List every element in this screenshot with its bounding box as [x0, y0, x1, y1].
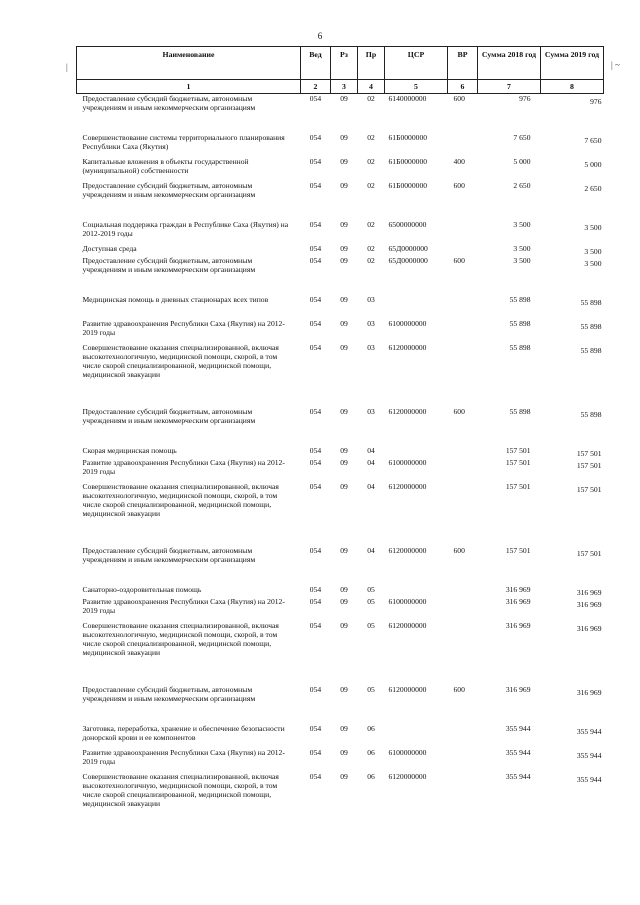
row-sum2019: 5 000 [584, 159, 602, 169]
row-sum2018: 157 501 [505, 481, 531, 491]
row-sum2018: 316 969 [505, 584, 531, 594]
table-row [77, 94, 604, 133]
table-row [77, 482, 604, 546]
row-name: Санаторно-оздоровительная помощь [82, 584, 202, 594]
row-vr [448, 597, 478, 621]
row-name: Доступная среда [82, 243, 137, 253]
table-row [77, 181, 604, 220]
row-pr: 06 [367, 747, 375, 757]
table-row [77, 446, 604, 458]
row-vr [448, 244, 478, 256]
row-pr: 03 [367, 294, 375, 304]
table-row [77, 546, 604, 585]
row-name: Социальная поддержка граждан в Республике Саха (Якутия) на 2012-2019 годы [82, 219, 289, 238]
table-row [77, 256, 604, 295]
row-name: Совершенствование оказания специализированной, включая высокотехнологичную, медицинской помощи, скорой, в том числе скорой специализированной, медицинской помощи, медицинской эвакуации [82, 481, 279, 518]
row-csr: 65Д0000000 [388, 255, 428, 265]
table-row [77, 621, 604, 685]
row-vr: 600 [453, 255, 465, 265]
row-rz: 09 [340, 457, 348, 467]
col-header-name: Наименование [77, 47, 301, 80]
row-ved: 054 [309, 584, 322, 594]
row-csr: 6140000000 [388, 94, 427, 103]
row-sum2018: 355 944 [505, 747, 531, 757]
row-ved: 054 [309, 318, 322, 328]
row-pr: 04 [367, 481, 375, 491]
row-vr: 600 [453, 684, 465, 694]
row-csr: 6120000000 [388, 771, 427, 781]
row-name: Предоставление субсидий бюджетным, автономным учреждениям и иным некоммерческим организациям [82, 255, 256, 274]
row-sum2019: 157 501 [576, 448, 602, 458]
row-sum2018: 55 898 [509, 294, 531, 304]
row-name: Совершенствование оказания специализированной, включая высокотехнологичную, медицинской помощи, скорой, в том числе скорой специализированной, медицинской помощи, медицинской эвакуации [82, 342, 279, 379]
row-pr: 05 [367, 620, 375, 630]
row-name: Развитие здравоохранения Республики Саха (Якутия) на 2012-2019 годы [82, 596, 285, 615]
row-sum2019: 316 969 [576, 599, 602, 609]
row-csr: 6100000000 [388, 318, 427, 328]
row-rz: 09 [340, 255, 348, 265]
row-csr [385, 724, 448, 748]
row-sum2019: 157 501 [576, 484, 602, 494]
row-pr: 02 [367, 243, 375, 253]
row-ved: 054 [309, 156, 322, 166]
row-pr: 04 [367, 545, 375, 555]
col-number: 3 [331, 80, 358, 94]
row-sum2018: 55 898 [509, 406, 531, 416]
row-pr: 04 [367, 445, 375, 455]
row-rz: 09 [340, 219, 348, 229]
row-rz: 09 [340, 584, 348, 594]
row-sum2019: 157 501 [576, 460, 602, 470]
row-csr: 6120000000 [388, 684, 427, 694]
row-ved: 054 [309, 771, 322, 781]
row-rz: 09 [340, 342, 348, 352]
row-csr: 6100000000 [388, 457, 427, 467]
row-name: Совершенствование оказания специализированной, включая высокотехнологичную, медицинской помощи, скорой, в том числе скорой специализированной, медицинской помощи, медицинской эвакуации [82, 620, 279, 657]
row-vr [448, 458, 478, 482]
table-row [77, 685, 604, 724]
row-sum2018: 55 898 [509, 342, 531, 352]
row-vr [448, 748, 478, 772]
row-vr [448, 319, 478, 343]
row-sum2018: 55 898 [509, 318, 531, 328]
row-sum2018: 316 969 [505, 620, 531, 630]
right-margin-mark: | ~ [611, 60, 620, 70]
row-sum2019: 55 898 [580, 409, 602, 419]
row-pr: 05 [367, 596, 375, 606]
row-sum2018: 157 501 [505, 545, 531, 555]
row-ved: 054 [309, 445, 322, 455]
row-sum2018: 3 500 [513, 219, 531, 229]
row-rz: 09 [340, 445, 348, 455]
table-row [77, 343, 604, 407]
row-csr: 6100000000 [388, 596, 427, 606]
row-ved: 054 [309, 620, 322, 630]
col-header-rz: Рз [331, 47, 358, 80]
row-ved: 054 [309, 255, 322, 265]
row-rz: 09 [340, 156, 348, 166]
row-rz: 09 [340, 318, 348, 328]
row-sum2018: 316 969 [505, 596, 531, 606]
row-sum2018: 157 501 [505, 457, 531, 467]
row-ved: 054 [309, 723, 322, 733]
row-sum2019: 55 898 [580, 345, 602, 355]
row-pr: 03 [367, 406, 375, 416]
table-row [77, 748, 604, 772]
row-pr: 03 [367, 318, 375, 328]
col-number: 4 [358, 80, 385, 94]
row-sum2018: 3 500 [513, 243, 531, 253]
row-ved: 054 [309, 342, 322, 352]
row-ved: 054 [309, 481, 322, 491]
row-ved: 054 [309, 219, 322, 229]
row-sum2018: 5 000 [513, 156, 531, 166]
row-ved: 054 [309, 457, 322, 467]
row-csr: 6120000000 [388, 342, 427, 352]
header-row [77, 47, 604, 80]
row-vr [448, 585, 478, 597]
col-header-sum2018: Сумма 2018 год [478, 47, 541, 80]
row-name: Предоставление субсидий бюджетным, автономным учреждениям и иным некоммерческим организациям [82, 94, 256, 112]
row-ved: 054 [309, 596, 322, 606]
row-vr [448, 343, 478, 407]
row-pr: 04 [367, 457, 375, 467]
row-name: Развитие здравоохранения Республики Саха (Якутия) на 2012-2019 годы [82, 318, 285, 337]
row-ved: 054 [309, 294, 322, 304]
row-csr: 6100000000 [388, 747, 427, 757]
column-number-row [77, 80, 604, 94]
table-row [77, 585, 604, 597]
col-number: 7 [478, 80, 541, 94]
row-pr: 03 [367, 342, 375, 352]
row-sum2019: 355 944 [576, 750, 602, 760]
row-vr [448, 621, 478, 685]
row-sum2018: 976 [519, 94, 531, 103]
row-sum2018: 157 501 [505, 445, 531, 455]
row-ved: 054 [309, 132, 322, 142]
row-sum2018: 3 500 [513, 255, 531, 265]
row-pr: 02 [367, 94, 375, 103]
row-vr: 600 [453, 406, 465, 416]
row-pr: 02 [367, 132, 375, 142]
table-row [77, 133, 604, 157]
row-ved: 054 [309, 747, 322, 757]
row-name: Совершенствование оказания специализированной, включая высокотехнологичную, медицинской помощи, скорой, в том числе скорой специализированной, медицинской помощи, медицинской эвакуации [82, 771, 279, 808]
row-sum2019: 7 650 [584, 135, 602, 145]
row-csr: 61Б0000000 [388, 180, 428, 190]
row-vr [448, 482, 478, 546]
row-ved: 054 [309, 545, 322, 555]
row-sum2019: 3 500 [584, 222, 602, 232]
row-name: Капитальные вложения в объекты государственной (муниципальной) собственности [82, 156, 249, 175]
row-csr: 6120000000 [388, 545, 427, 555]
row-pr: 02 [367, 255, 375, 265]
budget-table [76, 46, 604, 824]
row-rz: 09 [340, 747, 348, 757]
row-ved: 054 [309, 684, 322, 694]
row-csr: 61Б0000000 [388, 132, 428, 142]
row-name: Совершенствование системы территориального планирования Республики Саха (Якутия) [82, 132, 285, 151]
table-row [77, 157, 604, 181]
row-sum2019: 55 898 [580, 321, 602, 331]
row-rz: 09 [340, 684, 348, 694]
row-csr [385, 585, 448, 597]
table-row [77, 458, 604, 482]
row-name: Предоставление субсидий бюджетным, автономным учреждениям и иным некоммерческим организациям [82, 684, 256, 703]
row-csr: 6120000000 [388, 406, 427, 416]
row-rz: 09 [340, 481, 348, 491]
table-row [77, 407, 604, 446]
col-number: 5 [385, 80, 448, 94]
row-csr [385, 446, 448, 458]
row-sum2018: 7 650 [513, 132, 531, 142]
row-csr: 6120000000 [388, 620, 427, 630]
table-body [77, 94, 604, 824]
row-rz: 09 [340, 180, 348, 190]
row-vr [448, 446, 478, 458]
row-sum2019: 316 969 [576, 623, 602, 633]
row-sum2019: 976 [590, 97, 602, 106]
row-vr: 600 [453, 545, 465, 555]
col-header-csr: ЦСР [385, 47, 448, 80]
table-row [77, 244, 604, 256]
row-name: Скорая медицинская помощь [82, 445, 177, 455]
table-row [77, 295, 604, 319]
col-number: 6 [448, 80, 478, 94]
col-header-vr: ВР [448, 47, 478, 80]
row-name: Предоставление субсидий бюджетным, автономным учреждениям и иным некоммерческим организациям [82, 406, 256, 425]
row-rz: 09 [340, 596, 348, 606]
row-pr: 06 [367, 723, 375, 733]
table-row [77, 319, 604, 343]
row-name: Развитие здравоохранения Республики Саха (Якутия) на 2012-2019 годы [82, 457, 285, 476]
row-vr [448, 133, 478, 157]
row-sum2019: 3 500 [584, 258, 602, 268]
row-pr: 06 [367, 771, 375, 781]
row-sum2018: 316 969 [505, 684, 531, 694]
row-csr [385, 295, 448, 319]
row-csr: 65Д0000000 [388, 243, 428, 253]
row-sum2019: 355 944 [576, 726, 602, 736]
row-rz: 09 [340, 94, 348, 103]
row-sum2019: 316 969 [576, 687, 602, 697]
row-vr: 600 [453, 94, 465, 103]
row-rz: 09 [340, 723, 348, 733]
row-sum2018: 355 944 [505, 723, 531, 733]
row-name: Предоставление субсидий бюджетным, автономным учреждениям и иным некоммерческим организациям [82, 180, 256, 199]
table-row [77, 597, 604, 621]
row-pr: 02 [367, 156, 375, 166]
col-number: 2 [301, 80, 331, 94]
row-rz: 09 [340, 545, 348, 555]
row-sum2018: 2 650 [513, 180, 531, 190]
row-sum2019: 55 898 [580, 297, 602, 307]
row-csr: 61Б0000000 [388, 156, 428, 166]
table-row [77, 772, 604, 824]
row-vr [448, 220, 478, 244]
row-name: Развитие здравоохранения Республики Саха (Якутия) на 2012-2019 годы [82, 747, 285, 766]
row-pr: 02 [367, 219, 375, 229]
row-sum2019: 316 969 [576, 587, 602, 597]
row-rz: 09 [340, 243, 348, 253]
row-sum2019: 355 944 [576, 774, 602, 784]
row-vr [448, 724, 478, 748]
row-pr: 02 [367, 180, 375, 190]
row-ved: 054 [309, 406, 322, 416]
row-vr [448, 295, 478, 319]
col-header-ved: Вед [301, 47, 331, 80]
row-rz: 09 [340, 620, 348, 630]
row-rz: 09 [340, 406, 348, 416]
row-name: Предоставление субсидий бюджетным, автономным учреждениям и иным некоммерческим организациям [82, 545, 256, 564]
row-vr: 600 [453, 180, 465, 190]
row-sum2019: 2 650 [584, 183, 602, 193]
row-rz: 09 [340, 132, 348, 142]
row-vr: 400 [453, 156, 465, 166]
row-csr: 6500000000 [388, 219, 427, 229]
table-row [77, 220, 604, 244]
col-number: 1 [77, 80, 301, 94]
col-header-sum2019: Сумма 2019 год [541, 47, 604, 80]
col-number: 8 [541, 80, 604, 94]
row-ved: 054 [309, 180, 322, 190]
row-vr [448, 772, 478, 824]
row-name: Заготовка, переработка, хранение и обеспечение безопасности донорской крови и ее компонентов [82, 723, 285, 742]
row-sum2018: 355 944 [505, 771, 531, 781]
row-ved: 054 [309, 94, 322, 103]
row-rz: 09 [340, 294, 348, 304]
table-row [77, 724, 604, 748]
page-number: 6 [317, 31, 323, 41]
row-rz: 09 [340, 771, 348, 781]
row-name: Медицинская помощь в дневных стационарах всех типов [82, 294, 269, 304]
col-header-pr: Пр [358, 47, 385, 80]
row-pr: 05 [367, 584, 375, 594]
row-sum2019: 3 500 [584, 246, 602, 256]
row-csr: 6120000000 [388, 481, 427, 491]
row-sum2019: 157 501 [576, 548, 602, 558]
left-margin-mark: | [66, 62, 68, 72]
row-pr: 05 [367, 684, 375, 694]
row-ved: 054 [309, 243, 322, 253]
